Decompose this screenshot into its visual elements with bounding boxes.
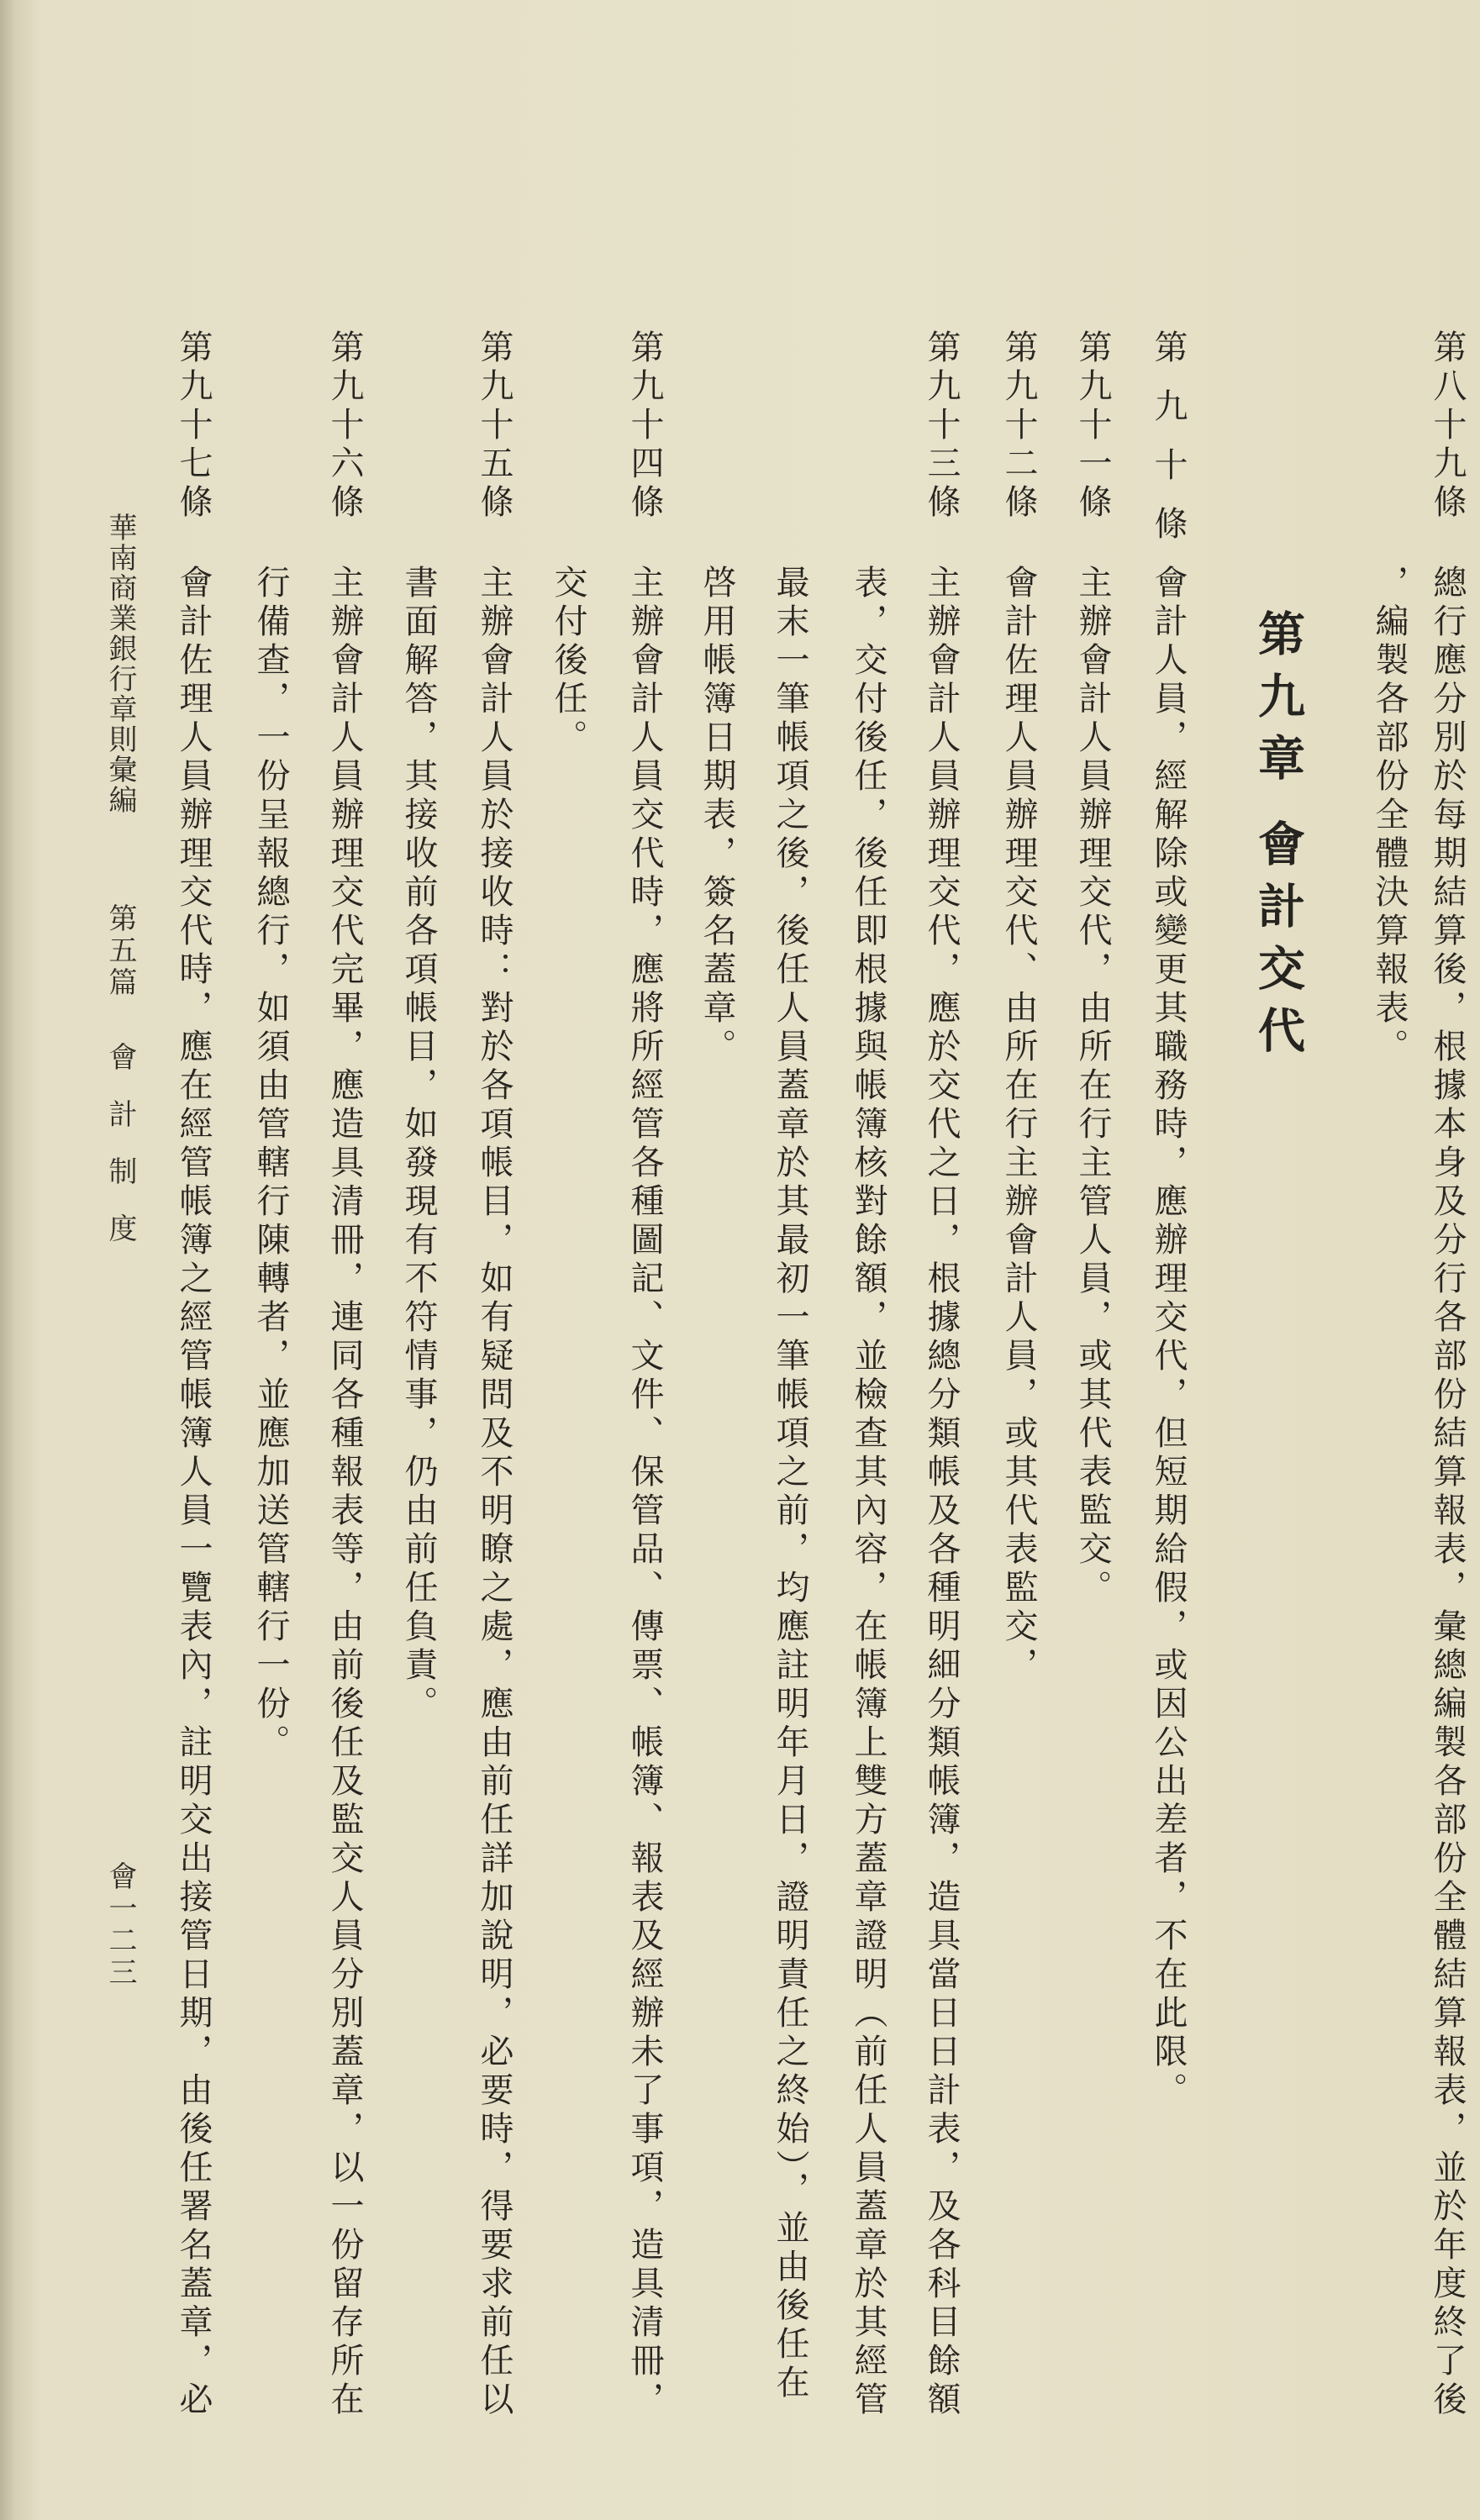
article-92-label: 第九十二條 <box>999 329 1038 523</box>
article-89-text: 總行應分別於每期結算後，根據本身及分行各部份結算報表，彙總編製各部份全體結算報表，並於年度終了後 <box>1428 565 1467 2420</box>
article-94-label: 第九十四條 <box>625 329 664 523</box>
article-94-text-cont: 交付後任。 <box>549 565 587 758</box>
article-95-text: 主辦會計人員於接收時：對於各項帳目，如有疑問及不明瞭之處，應由前任詳加說明，必要時，得要求前任以 <box>475 565 514 2420</box>
article-95-label: 第九十五條 <box>475 329 514 523</box>
article-91-label: 第九十一條 <box>1073 329 1112 523</box>
article-96-label: 第九十六條 <box>325 329 364 523</box>
article-95-text-cont: 書面解答，其接收前各項帳目，如發現有不符情事，仍由前任負責。 <box>399 565 438 1724</box>
article-92-text: 會計佐理人員辦理交代、由所在行主辦會計人員，或其代表監交， <box>999 565 1038 1686</box>
footer-book-title: 華南商業銀行章則彙編 <box>103 513 137 815</box>
article-93-label: 第九十三條 <box>922 329 961 523</box>
footer-part: 第五篇 <box>103 903 137 999</box>
article-93-text-cont-3: 啓用帳簿日期表，簽名蓋章。 <box>698 565 736 1067</box>
article-96-text-cont: 行備查，一份呈報總行，如須由管轄行陳轉者，並應加送管轄行一份。 <box>251 565 290 1763</box>
article-91-text: 主辦會計人員辦理交代，由所在行主管人員，或其代表監交。 <box>1073 565 1112 1608</box>
article-89-text-cont: ，編製各部份全體決算報表。 <box>1370 565 1409 1067</box>
article-90-label: 第九十條 <box>1149 329 1188 565</box>
article-94-text: 主辦會計人員交代時，應將所經管各種圖記、文件、保管品、傳票、帳簿、報表及經辦未了事項，造具清冊， <box>625 565 664 2420</box>
page-number: 會一二三 <box>103 1861 137 1989</box>
article-97-text: 會計佐理人員辦理交代時，應在經管帳簿之經管帳簿人員一覽表內，註明交出接管日期，由後任署名蓋章，必 <box>174 565 213 2420</box>
article-90-text: 會計人員，經解除或變更其職務時，應辦理交代，但短期給假，或因公出差者，不在此限。 <box>1149 565 1188 2111</box>
footer-section: 會計制度 <box>103 1042 137 1271</box>
article-93-text-cont-1: 表，交付後任，後任即根據與帳簿核對餘額，並檢查其內容，在帳簿上雙方蓋章證明（前任人員蓋章於其經管 <box>849 565 887 2420</box>
article-97-label: 第九十七條 <box>174 329 213 523</box>
chapter-number: 第九章 <box>1251 609 1305 796</box>
article-93-text: 主辦會計人員辦理交代，應於交代之日，根據總分類帳及各種明細分類帳簿，造具當日日計表，及各科目餘額 <box>922 565 961 2420</box>
article-89-label: 第八十九條 <box>1428 329 1467 523</box>
chapter-title: 會計交代 <box>1251 819 1305 1068</box>
article-96-text: 主辦會計人員辦理交代完畢，應造具清冊，連同各種報表等，由前後任及監交人員分別蓋章，以一份留存所在 <box>325 565 364 2420</box>
article-93-text-cont-2: 最末一筆帳項之後，後任人員蓋章於其最初一筆帳項之前，均應註明年月日，證明責任之終始），並由後任在 <box>771 565 809 2403</box>
